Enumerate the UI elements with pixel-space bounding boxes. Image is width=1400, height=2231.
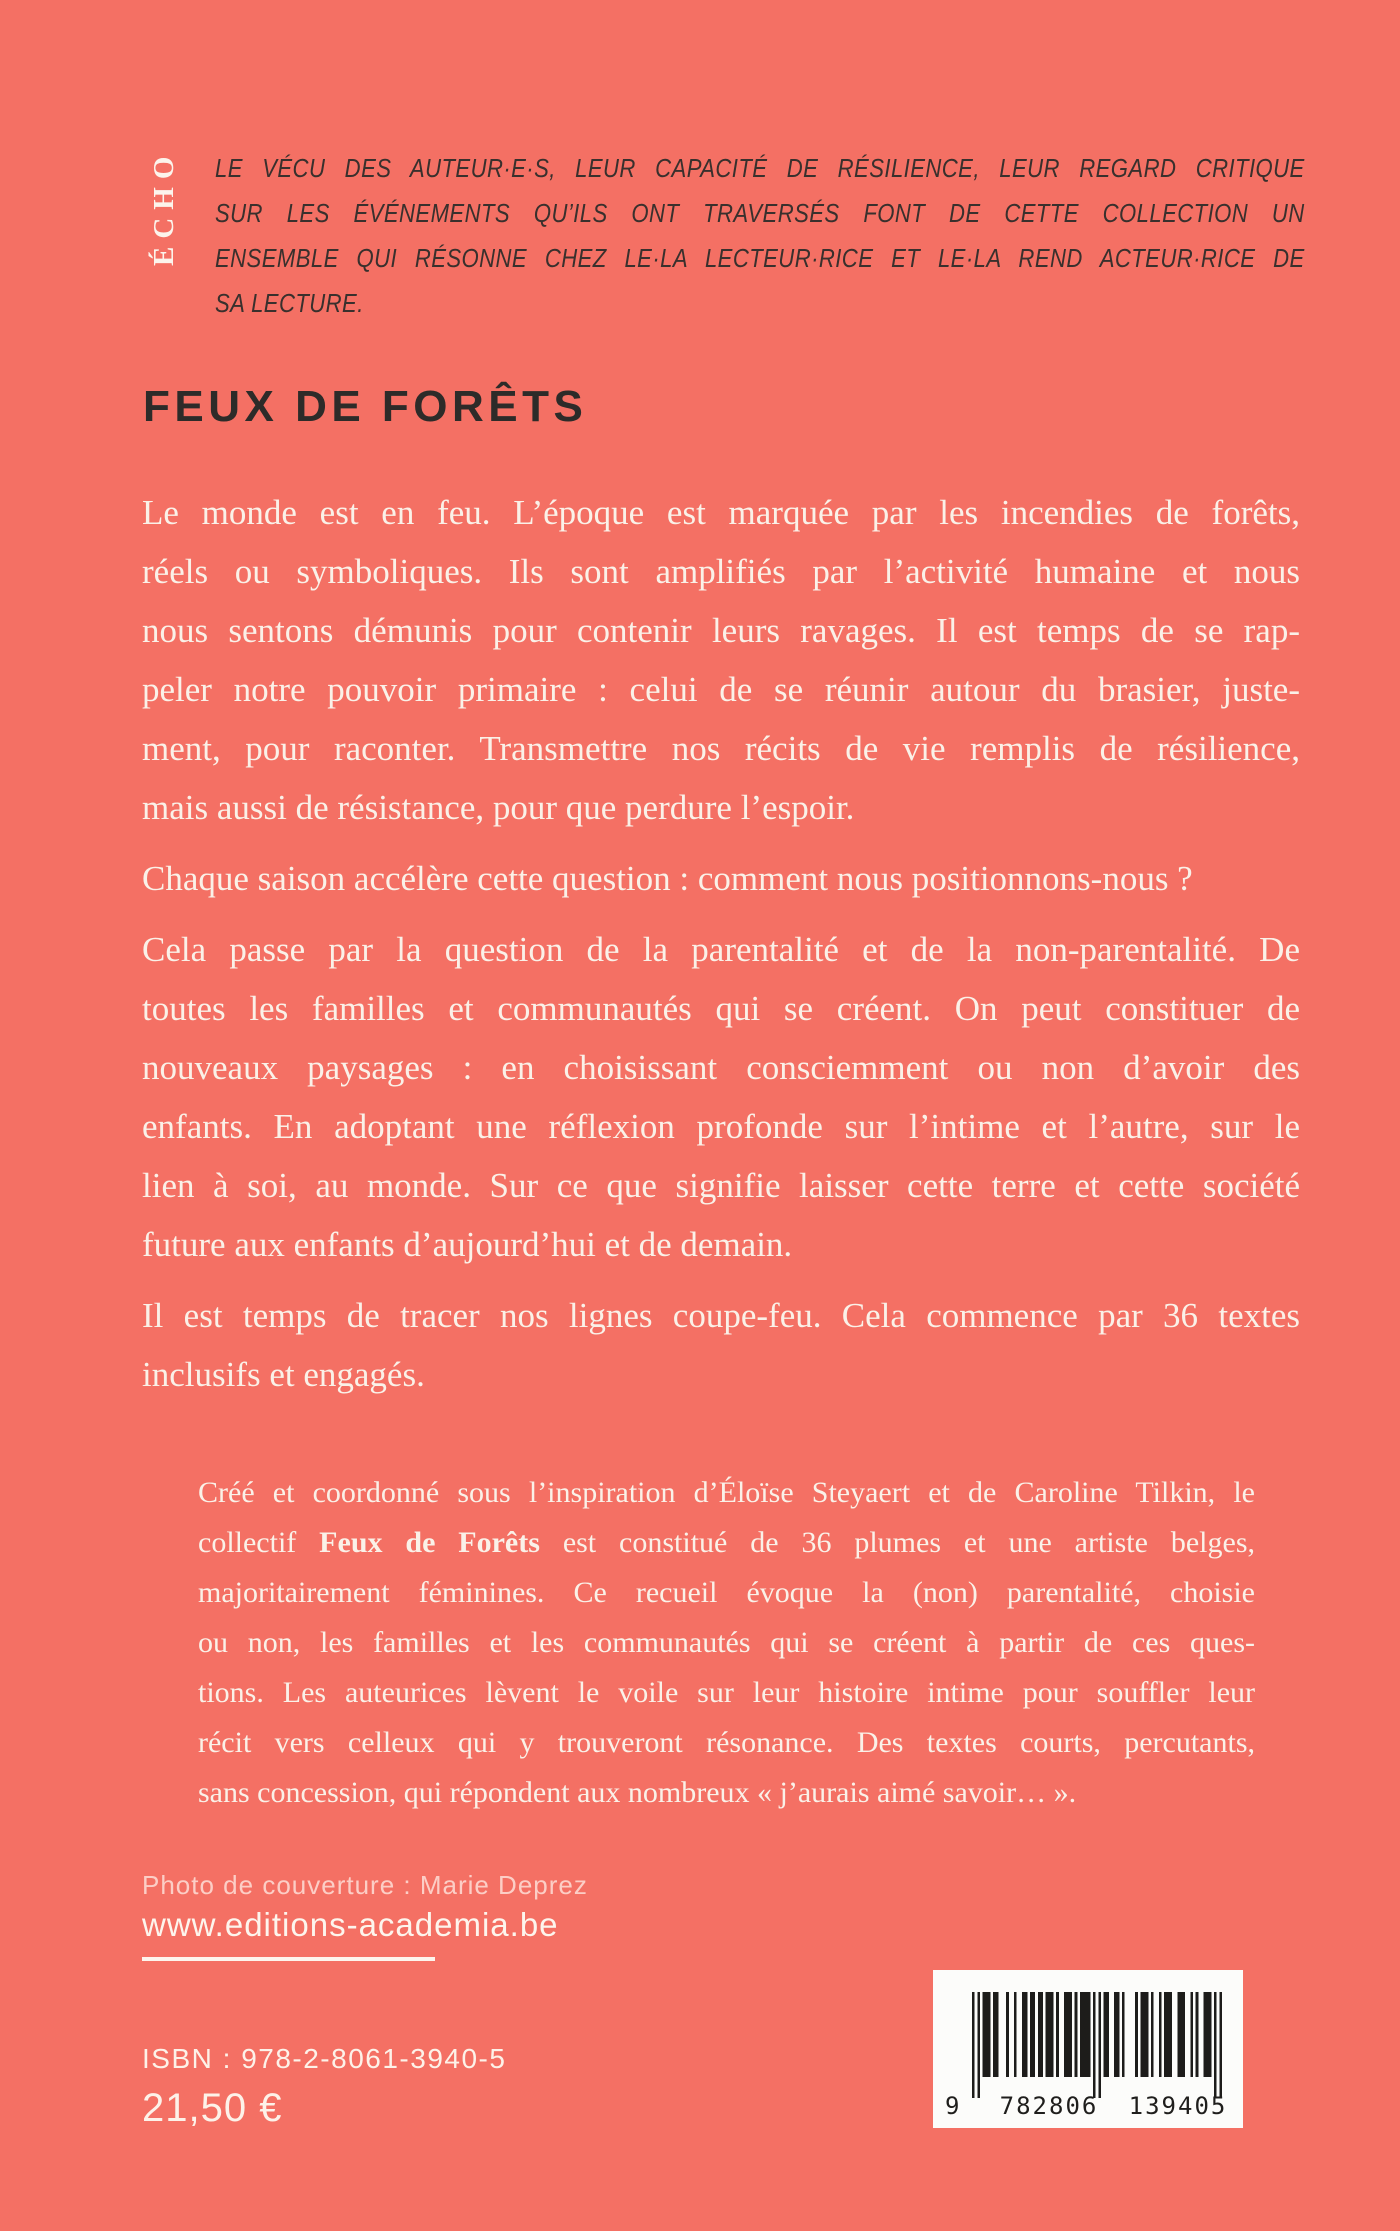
synopsis-paragraph-1	[142, 483, 1300, 837]
text-line: Il est temps de tracer nos lignes coupe-feu. Cela commence par 36 textes	[142, 1296, 1300, 1335]
text-line: Chaque saison accélère cette question : comment nous positionnons-nous ?	[142, 859, 1193, 898]
synopsis	[142, 483, 1300, 1416]
ean13-barcode	[933, 1970, 1243, 2128]
text-line: Le monde est en feu. L’époque est marquée par les incendies de forêts,	[142, 493, 1300, 532]
divider-rule	[142, 1957, 435, 1961]
text-line: tions. Les auteurices lèvent le voile sur leur histoire intime pour souffler leur	[198, 1676, 1255, 1709]
text-line: récit vers celleux qui y trouveront résonance. Des textes courts, percutants,	[198, 1726, 1255, 1759]
text-line: sans concession, qui répondent aux nombreux « j’aurais aimé savoir… ».	[198, 1776, 1077, 1809]
text-line: enfants. En adoptant une réflexion profonde sur l’intime et l’autre, sur le	[142, 1107, 1300, 1146]
barcode-digit-group: 9	[945, 2092, 962, 2120]
text-line: réels ou symboliques. Ils sont amplifiés par l’activité humaine et nous	[142, 552, 1300, 591]
text-line: inclusifs et engagés.	[142, 1355, 425, 1394]
text-line: collectif Feux de Forêts est constitué de 36 plumes et une artiste belges,	[198, 1526, 1255, 1559]
text-line: peler notre pouvoir primaire : celui de se réunir autour du brasier, juste-	[142, 670, 1300, 709]
text-line: majoritairement féminines. Ce recueil évoque la (non) parentalité, choisie	[198, 1576, 1255, 1609]
text-line: mais aussi de résistance, pour que perdure l’espoir.	[142, 788, 855, 827]
text-line: Créé et coordonné sous l’inspiration d’Éloïse Steyaert et de Caroline Tilkin, le	[198, 1476, 1255, 1509]
synopsis-paragraph-2	[142, 849, 1300, 908]
barcode-bars	[972, 1992, 1222, 2098]
barcode-digit-group: 139405	[1128, 2092, 1228, 2120]
publisher-website: www.editions-academia.be	[142, 1906, 559, 1943]
collection-blurb	[215, 146, 1305, 326]
photo-credit: Photo de couverture : Marie Deprez	[142, 1870, 588, 1900]
text-line: ENSEMBLE QUI RÉSONNE CHEZ LE·LA LECTEUR·RICE ET LE·LA REND ACTEUR·RICE DE	[215, 243, 1305, 273]
collection-spine-label: ÉCHO	[148, 148, 180, 266]
synopsis-paragraph-4	[142, 1286, 1300, 1404]
credits-paragraph	[198, 1468, 1255, 1818]
isbn-number: ISBN : 978-2-8061-3940-5	[142, 2043, 507, 2074]
text-line: ment, pour raconter. Transmettre nos récits de vie remplis de résilience,	[142, 729, 1300, 768]
barcode-digit-group: 782806	[999, 2092, 1099, 2120]
synopsis-paragraph-3	[142, 920, 1300, 1274]
price: 21,50 €	[142, 2086, 283, 2130]
text-line: ou non, les familles et les communautés qui se créent à partir de ces ques-	[198, 1626, 1255, 1659]
text-line: SUR LES ÉVÉNEMENTS QU’ILS ONT TRAVERSÉS FONT DE CETTE COLLECTION UN	[215, 198, 1305, 228]
text-line: nouveaux paysages : en choisissant consciemment ou non d’avoir des	[142, 1048, 1300, 1087]
text-line: future aux enfants d’aujourd’hui et de demain.	[142, 1225, 793, 1264]
text-line: toutes les familles et communautés qui se créent. On peut constituer de	[142, 989, 1300, 1028]
text-line: lien à soi, au monde. Sur ce que signifie laisser cette terre et cette société	[142, 1166, 1300, 1205]
text-line: SA LECTURE.	[215, 288, 364, 318]
text-line: Cela passe par la question de la parentalité et de la non-parentalité. De	[142, 930, 1300, 969]
text-line: nous sentons démunis pour contenir leurs ravages. Il est temps de se rap-	[142, 611, 1300, 650]
text-line: LE VÉCU DES AUTEUR·E·S, LEUR CAPACITÉ DE RÉSILIENCE, LEUR REGARD CRITIQUE	[215, 153, 1305, 183]
book-title: FEUX DE FORÊTS	[143, 382, 588, 431]
